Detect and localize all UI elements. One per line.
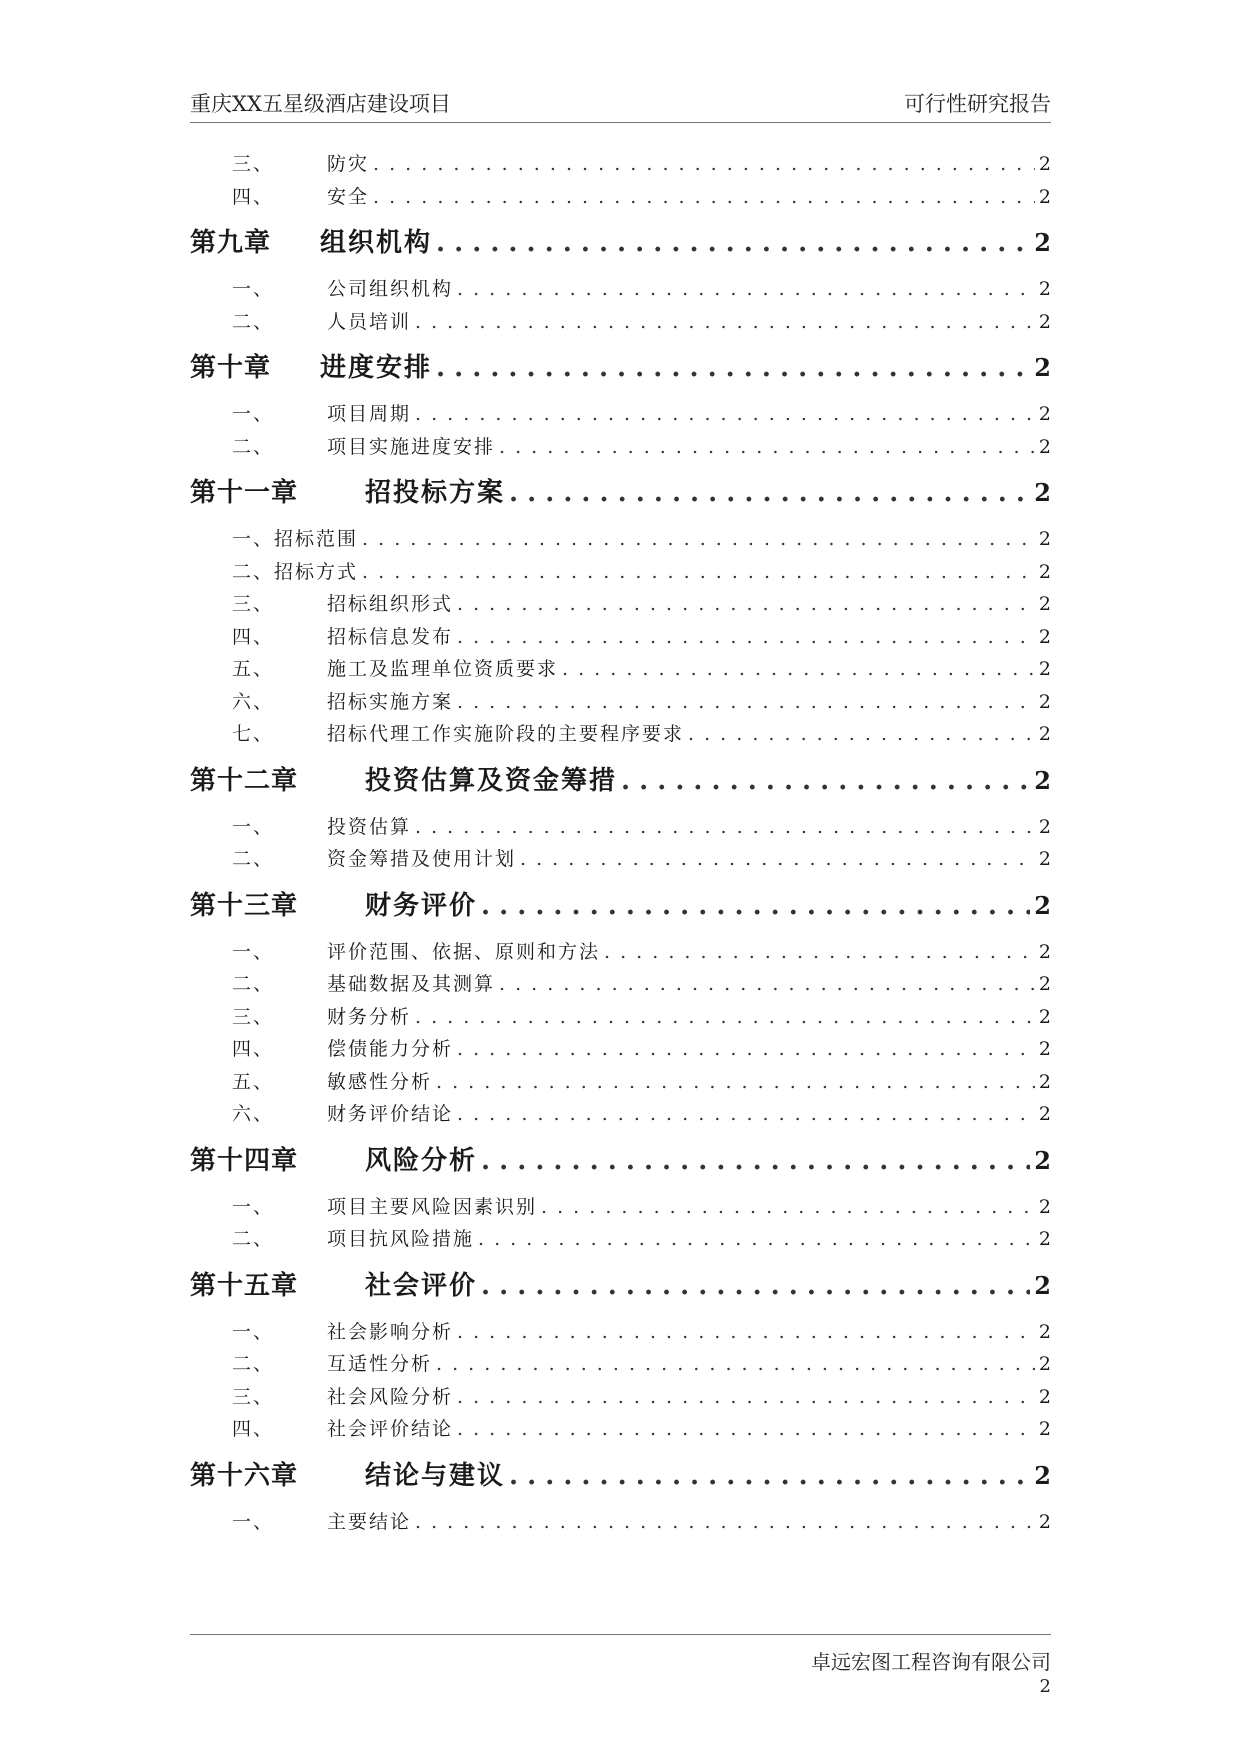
toc-section-entry[interactable] — [190, 1191, 1051, 1224]
toc-section-entry[interactable] — [190, 148, 1051, 181]
toc-dot-leader — [457, 1033, 1035, 1066]
toc-section-entry[interactable] — [190, 556, 1051, 589]
toc-dot-leader — [457, 686, 1035, 719]
toc-entry-title: 招标方式 — [274, 560, 359, 583]
toc-entry-page: 2 — [1034, 765, 1051, 795]
toc-chapter-entry[interactable] — [190, 757, 1051, 805]
toc-entry-page: 2 — [1034, 1460, 1051, 1490]
toc-entry-title: 招标实施方案 — [327, 690, 454, 713]
toc-section-entry[interactable] — [190, 718, 1051, 751]
toc-entry-title: 招投标方案 — [365, 478, 506, 508]
toc-entry-title: 评价范围、依据、原则和方法 — [327, 940, 601, 963]
toc-entry-page: 2 — [1038, 435, 1051, 458]
toc-entry-title: 财务评价结论 — [327, 1103, 454, 1125]
toc-entry-page: 2 — [1038, 560, 1051, 583]
toc-entry-number: 一、 — [232, 940, 275, 963]
toc-section-entry[interactable] — [190, 1506, 1051, 1539]
toc-dot-leader — [604, 936, 1035, 969]
toc-dot-leader — [436, 1066, 1035, 1099]
page-header-left: 重庆XX五星级酒店建设项目 — [190, 92, 451, 116]
toc-section-entry[interactable] — [190, 1098, 1051, 1131]
toc-dot-leader — [436, 344, 1030, 392]
toc-dot-leader — [457, 621, 1035, 654]
toc-entry-page: 2 — [1038, 1510, 1051, 1533]
toc-dot-leader — [457, 588, 1035, 621]
footer-company: 卓远宏图工程咨询有限公司 — [811, 1650, 1051, 1674]
toc-entry-title: 项目实施进度安排 — [327, 435, 496, 458]
toc-entry-page: 2 — [1038, 1353, 1051, 1375]
toc-section-entry[interactable] — [190, 398, 1051, 431]
footer-page-number: 2 — [1039, 1676, 1051, 1697]
toc-dot-leader — [562, 653, 1035, 686]
toc-entry-title: 人员培训 — [327, 310, 412, 333]
toc-entry-page: 2 — [1038, 658, 1051, 680]
toc-dot-leader — [436, 1348, 1035, 1381]
toc-entry-page: 2 — [1038, 973, 1051, 995]
toc-dot-leader — [688, 718, 1035, 751]
toc-section-entry[interactable] — [190, 653, 1051, 686]
toc-entry-page: 2 — [1038, 1070, 1051, 1093]
toc-dot-leader — [541, 1191, 1035, 1224]
toc-section-entry[interactable] — [190, 181, 1051, 214]
toc-dot-leader — [499, 431, 1035, 464]
toc-entry-number: 五、 — [232, 658, 275, 680]
toc-section-entry[interactable] — [190, 431, 1051, 464]
toc-entry-title: 社会影响分析 — [327, 1320, 454, 1343]
toc-dot-leader — [499, 968, 1035, 1001]
toc-entry-number: 一、 — [232, 1320, 275, 1343]
toc-entry-number: 六、 — [232, 690, 275, 713]
toc-entry-number: 第十五章 — [190, 1270, 299, 1301]
toc-dot-leader — [457, 1381, 1035, 1414]
toc-entry-number: 第十二章 — [190, 765, 299, 796]
toc-entry-number: 二、 — [232, 435, 275, 458]
toc-dot-leader — [457, 1098, 1035, 1131]
toc-entry-title: 招标组织形式 — [327, 593, 454, 615]
toc-entry-number: 四、 — [232, 1038, 275, 1060]
toc-dot-leader — [481, 882, 1030, 930]
toc-section-entry[interactable] — [190, 273, 1051, 306]
toc-section-entry[interactable] — [190, 936, 1051, 969]
toc-dot-leader — [362, 556, 1035, 589]
toc-dot-leader — [457, 1413, 1035, 1446]
toc-entry-title: 社会评价结论 — [327, 1418, 454, 1440]
toc-entry-page: 2 — [1034, 353, 1051, 382]
toc-dot-leader — [481, 1137, 1030, 1185]
toc-dot-leader — [415, 1001, 1035, 1034]
toc-entry-number: 第十章 — [190, 353, 272, 383]
toc-dot-leader — [415, 811, 1035, 844]
toc-entry-page: 2 — [1038, 815, 1051, 838]
toc-entry-title: 进度安排 — [320, 353, 433, 383]
toc-dot-leader — [509, 469, 1030, 517]
toc-chapter-entry[interactable] — [190, 1452, 1051, 1500]
toc-entry-title: 安全 — [327, 185, 370, 208]
toc-chapter-entry[interactable] — [190, 1262, 1051, 1310]
toc-section-entry[interactable] — [190, 1066, 1051, 1099]
toc-entry-number: 二、 — [232, 1353, 275, 1375]
toc-dot-leader — [373, 148, 1035, 181]
toc-entry-title: 公司组织机构 — [327, 278, 454, 300]
page-header-right: 可行性研究报告 — [904, 92, 1051, 116]
toc-entry-title: 投资估算及资金筹措 — [365, 765, 618, 796]
toc-entry-number: 二、 — [232, 560, 275, 583]
toc-entry-title: 风险分析 — [365, 1145, 478, 1176]
toc-entry-title: 招标代理工作实施阶段的主要程序要求 — [327, 723, 685, 745]
toc-entry-page: 2 — [1034, 1270, 1051, 1300]
toc-entry-page: 2 — [1038, 1320, 1051, 1343]
toc-entry-page: 2 — [1038, 723, 1051, 745]
toc-dot-leader — [481, 1262, 1030, 1310]
toc-entry-page: 2 — [1038, 593, 1051, 615]
toc-entry-number: 二、 — [232, 310, 275, 333]
toc-entry-number: 第十一章 — [190, 478, 299, 508]
toc-section-entry[interactable] — [190, 686, 1051, 719]
toc-entry-page: 2 — [1038, 1038, 1051, 1060]
toc-section-entry[interactable] — [190, 1413, 1051, 1446]
toc-entry-number: 五、 — [232, 1070, 275, 1093]
toc-entry-number: 三、 — [232, 1005, 275, 1028]
toc-section-entry[interactable] — [190, 843, 1051, 876]
toc-entry-page: 2 — [1038, 1228, 1051, 1250]
toc-entry-title: 施工及监理单位资质要求 — [327, 658, 559, 680]
toc-dot-leader — [436, 219, 1030, 267]
toc-entry-page: 2 — [1038, 1005, 1051, 1028]
toc-entry-title: 主要结论 — [327, 1510, 412, 1533]
toc-entry-title: 招标范围 — [274, 528, 359, 550]
toc-section-entry[interactable] — [190, 523, 1051, 556]
toc-entry-number: 一、 — [232, 815, 275, 838]
toc-entry-title: 社会风险分析 — [327, 1385, 454, 1408]
toc-section-entry[interactable] — [190, 1223, 1051, 1256]
toc-entry-title: 防灾 — [327, 153, 370, 175]
toc-section-entry[interactable] — [190, 1033, 1051, 1066]
toc-section-entry[interactable] — [190, 1381, 1051, 1414]
toc-chapter-entry[interactable] — [190, 469, 1051, 517]
toc-dot-leader — [457, 273, 1035, 306]
toc-entry-title: 资金筹措及使用计划 — [327, 848, 517, 870]
toc-dot-leader — [509, 1452, 1030, 1500]
toc-chapter-entry[interactable] — [190, 1137, 1051, 1185]
toc-entry-page: 2 — [1038, 848, 1051, 870]
toc-entry-number: 六、 — [232, 1103, 275, 1125]
toc-entry-title: 组织机构 — [320, 228, 433, 258]
toc-entry-page: 2 — [1038, 690, 1051, 713]
table-of-contents — [190, 148, 1051, 1538]
toc-entry-title: 社会评价 — [365, 1270, 478, 1301]
toc-entry-number: 二、 — [232, 973, 275, 995]
toc-entry-number: 四、 — [232, 625, 275, 648]
toc-entry-number: 一、 — [232, 1510, 275, 1533]
toc-section-entry[interactable] — [190, 1001, 1051, 1034]
toc-entry-title: 财务分析 — [327, 1005, 412, 1028]
toc-dot-leader — [478, 1223, 1035, 1256]
toc-entry-title: 财务评价 — [365, 890, 478, 921]
toc-entry-number: 一、 — [232, 403, 275, 425]
toc-chapter-entry[interactable] — [190, 882, 1051, 930]
toc-dot-leader — [520, 843, 1035, 876]
toc-dot-leader — [415, 1506, 1035, 1539]
toc-entry-title: 结论与建议 — [365, 1460, 506, 1491]
toc-entry-page: 2 — [1038, 625, 1051, 648]
toc-section-entry[interactable] — [190, 811, 1051, 844]
toc-entry-number: 一、 — [232, 278, 275, 300]
toc-dot-leader — [457, 1316, 1035, 1349]
toc-entry-number: 三、 — [232, 1385, 275, 1408]
toc-entry-page: 2 — [1038, 1418, 1051, 1440]
toc-section-entry[interactable] — [190, 588, 1051, 621]
toc-section-entry[interactable] — [190, 621, 1051, 654]
toc-entry-number: 第九章 — [190, 228, 272, 258]
toc-entry-page: 2 — [1038, 403, 1051, 425]
toc-entry-title: 项目主要风险因素识别 — [327, 1195, 538, 1218]
toc-chapter-entry[interactable] — [190, 219, 1051, 267]
footer-divider — [190, 1634, 1051, 1635]
toc-entry-title: 项目抗风险措施 — [327, 1228, 475, 1250]
toc-entry-number: 七、 — [232, 723, 275, 745]
toc-entry-page: 2 — [1034, 890, 1051, 920]
toc-entry-title: 招标信息发布 — [327, 625, 454, 648]
header-divider — [190, 122, 1051, 123]
toc-entry-page: 2 — [1034, 478, 1051, 507]
toc-entry-page: 2 — [1038, 1103, 1051, 1125]
toc-entry-title: 项目周期 — [327, 403, 412, 425]
toc-entry-number: 第十四章 — [190, 1145, 299, 1176]
toc-section-entry[interactable] — [190, 1348, 1051, 1381]
toc-entry-number: 四、 — [232, 185, 275, 208]
toc-dot-leader — [362, 523, 1035, 556]
toc-entry-number: 第十六章 — [190, 1460, 299, 1491]
toc-entry-number: 四、 — [232, 1418, 275, 1440]
toc-entry-number: 一、 — [232, 528, 275, 550]
toc-entry-page: 2 — [1038, 185, 1051, 208]
toc-dot-leader — [415, 306, 1035, 339]
toc-entry-number: 二、 — [232, 1228, 275, 1250]
toc-entry-number: 三、 — [232, 153, 275, 175]
toc-entry-page: 2 — [1038, 1195, 1051, 1218]
toc-entry-page: 2 — [1038, 1385, 1051, 1408]
toc-section-entry[interactable] — [190, 306, 1051, 339]
toc-entry-number: 三、 — [232, 593, 275, 615]
toc-chapter-entry[interactable] — [190, 344, 1051, 392]
toc-section-entry[interactable] — [190, 1316, 1051, 1349]
toc-entry-page: 2 — [1038, 278, 1051, 300]
toc-entry-title: 偿债能力分析 — [327, 1038, 454, 1060]
toc-entry-title: 互适性分析 — [327, 1353, 433, 1375]
toc-entry-number: 二、 — [232, 848, 275, 870]
toc-dot-leader — [373, 181, 1035, 214]
toc-entry-page: 2 — [1038, 153, 1051, 175]
toc-entry-page: 2 — [1038, 310, 1051, 333]
toc-entry-number: 第十三章 — [190, 890, 299, 921]
toc-entry-page: 2 — [1034, 228, 1051, 257]
toc-entry-page: 2 — [1038, 528, 1051, 550]
toc-entry-title: 敏感性分析 — [327, 1070, 433, 1093]
toc-entry-title: 投资估算 — [327, 815, 412, 838]
toc-entry-title: 基础数据及其测算 — [327, 973, 496, 995]
toc-dot-leader — [621, 757, 1030, 805]
toc-entry-number: 一、 — [232, 1195, 275, 1218]
toc-entry-page: 2 — [1038, 940, 1051, 963]
toc-section-entry[interactable] — [190, 968, 1051, 1001]
toc-entry-page: 2 — [1034, 1145, 1051, 1175]
toc-dot-leader — [415, 398, 1035, 431]
